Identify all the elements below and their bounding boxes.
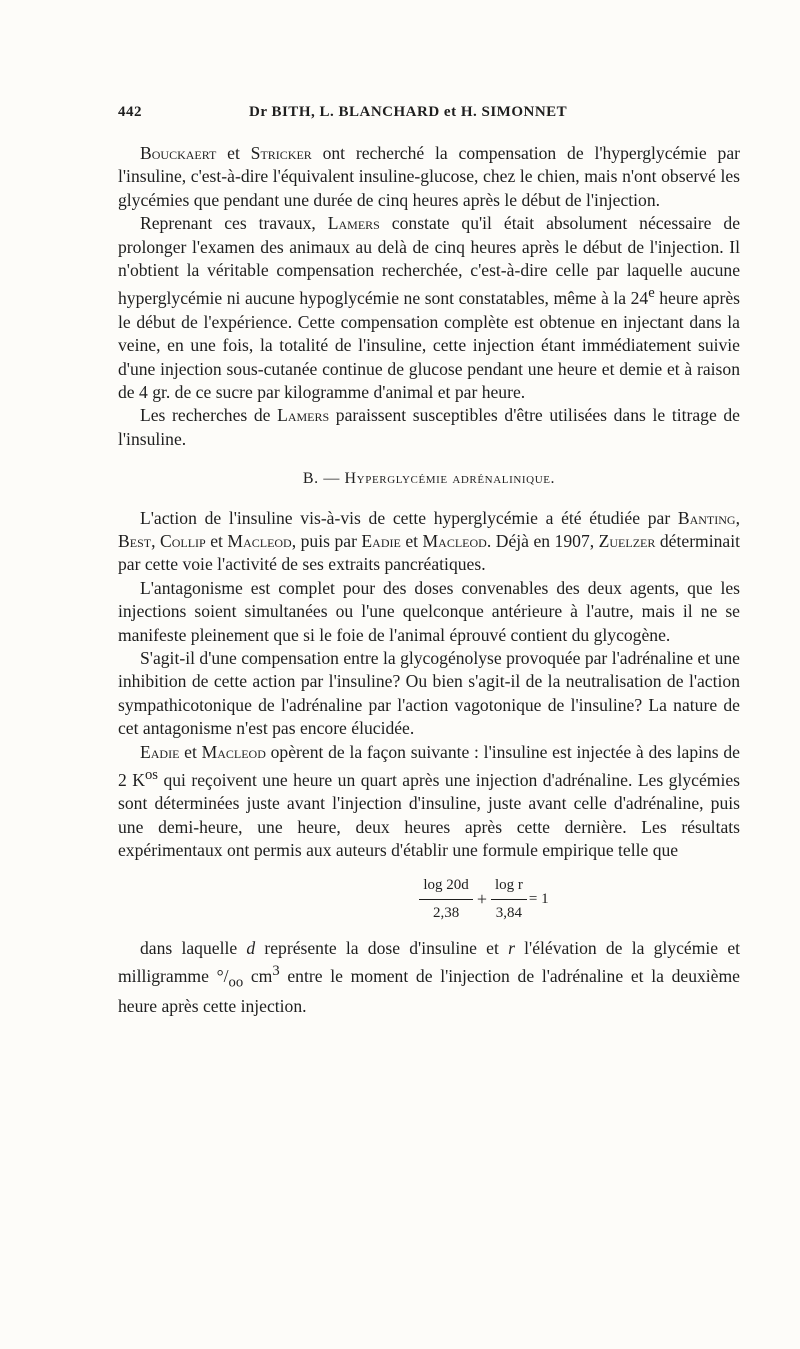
text-run: , puis par: [291, 530, 362, 551]
author-name: Collip: [159, 530, 206, 551]
text-run: opèrent de la façon suivante : l'insuline est injectée à des lapins de 2 K: [118, 741, 740, 790]
author-name: Best: [118, 530, 152, 551]
paragraph-6: [118, 647, 740, 741]
superscript: 3: [272, 962, 280, 979]
text-run: et: [205, 530, 228, 551]
numerator-2: log r: [491, 874, 527, 900]
text-run: l'élévation de la glycémie et milligramme °/: [118, 937, 741, 986]
text-run: Reprenant ces travaux,: [140, 213, 328, 234]
text-run: S'agit-il d'une compensation entre la glycogénolyse provoquée par l'adrénaline et une inhibition de cette action par l'insuline? Ou bien s'agit-il de la neutralisation de l'action sympathicotonique de l'adrénaline par l'action vagotonique de l'insuline? La nature de cet antagonisme n'est pas encore élucidée.: [118, 647, 740, 739]
superscript: e: [648, 285, 655, 302]
paragraph-2: [118, 212, 740, 404]
page-header: [118, 104, 740, 130]
running-head: Dr BITH, L. BLANCHARD et H. SIMONNET: [249, 104, 568, 120]
text-run: heure après le début de l'expérience. Cette compensation complète est obtenue en injectant dans la veine, en une fois, la totalité de l'insuline, cette injection étant immédiatement suivie d'une injection sous-cutanée continue de glucose pendant une heure et demie et à raison de 4 gr. de ce sucre par kilogramme d'animal et par heure.: [118, 288, 740, 402]
author-name: Macleod: [227, 530, 292, 551]
text-run: et: [179, 741, 202, 762]
paragraph-1: [118, 142, 740, 212]
formula-rhs: = 1: [528, 890, 549, 907]
variable-r: r: [508, 937, 515, 958]
subscript: oo: [228, 974, 244, 991]
denominator-2: 3,84: [495, 905, 523, 921]
paragraph-3: [118, 404, 740, 451]
text-run: Les recherches de: [140, 405, 278, 426]
section-letter: B.: [302, 470, 319, 488]
author-name: Macleod: [201, 741, 266, 762]
author-name: Lamers: [327, 213, 380, 234]
text-run: dans laquelle: [140, 937, 247, 958]
text-run: représente la dose d'insuline et: [255, 937, 509, 958]
section-dash: —: [318, 470, 345, 488]
text-run: cm: [243, 965, 273, 986]
fraction-2: [491, 874, 527, 926]
plus-sign: +: [476, 888, 487, 909]
variable-d: d: [246, 937, 256, 958]
text-run: ,: [735, 507, 740, 528]
text-run: constate qu'il était absolument nécessaire de prolonger l'examen des animaux au delà de cinq heures après le début de l'injection. Il n'obtient la véritable compensation recherchée, c'est-à-dire celle par laquelle aucune hyperglycémie ni aucune hypoglycémie ne sont constatables, même à la 24: [118, 213, 740, 309]
section-heading: [118, 467, 740, 490]
paragraph-7: [118, 741, 740, 863]
paragraph-4: [118, 507, 740, 577]
text-run: L'antagonisme est complet pour des doses convenables des deux agents, que les injections soient simultanées ou l'une quelconque antérieure à l'autre, mais il ne se manifeste pleinement que si le foie de l'animal éprouvé contient du glycogène.: [118, 577, 740, 645]
text-run: paraissent susceptibles d'être utilisées dans le titrage de l'insuline.: [118, 405, 740, 449]
page-number: 442: [118, 104, 142, 120]
text-run: qui reçoivent une heure un quart après une injection d'adrénaline. Les glycémies sont déterminées juste avant l'injection d'insuline, juste avant celle d'adrénaline, puis une demi-heure, une heure, deux heures après cette dernière. Les résultats expérimentaux ont permis aux auteurs d'établir une formule empirique telle que: [118, 769, 740, 861]
denominator-1: 2,38: [432, 905, 460, 921]
section-title: Hyperglycémie adrénalinique.: [344, 470, 556, 488]
paragraph-5: [118, 577, 740, 647]
author-name: Stricker: [250, 143, 312, 163]
author-name: Bouckaert: [140, 143, 217, 163]
body-text: [118, 142, 740, 1018]
fraction-1: [419, 874, 472, 926]
text-run: entre le moment de l'injection de l'adrénaline et la deuxième heure après cette injection.: [118, 965, 740, 1016]
author-name: Eadie: [361, 530, 401, 551]
author-name: Lamers: [277, 405, 330, 426]
text-run: et: [400, 530, 423, 551]
text-run: déterminait par cette voie l'activité de ses extraits pancréatiques.: [118, 530, 741, 575]
text-run: et: [216, 143, 251, 163]
empirical-formula: [228, 873, 740, 927]
author-name: Banting: [677, 507, 736, 528]
superscript: os: [144, 767, 158, 784]
text-run: ,: [151, 530, 160, 551]
author-name: Eadie: [140, 741, 180, 762]
text-run: L'action de l'insuline vis-à-vis de cette hyperglycémie a été étudiée par: [140, 507, 678, 528]
text-run: ont recherché la compensation de l'hyperglycémie par l'insuline, c'est-à-dire l'équivalent insuline-glucose, chez le chien, mais n'ont observé les glycémies que pendant une durée de cinq heures après le début de l'injection.: [118, 143, 740, 210]
text-run: . Déjà en 1907,: [486, 530, 599, 551]
author-name: Macleod: [422, 530, 487, 551]
author-name: Zuelzer: [598, 530, 656, 551]
numerator-1: log 20d: [419, 874, 472, 900]
paragraph-8: [118, 937, 740, 1019]
